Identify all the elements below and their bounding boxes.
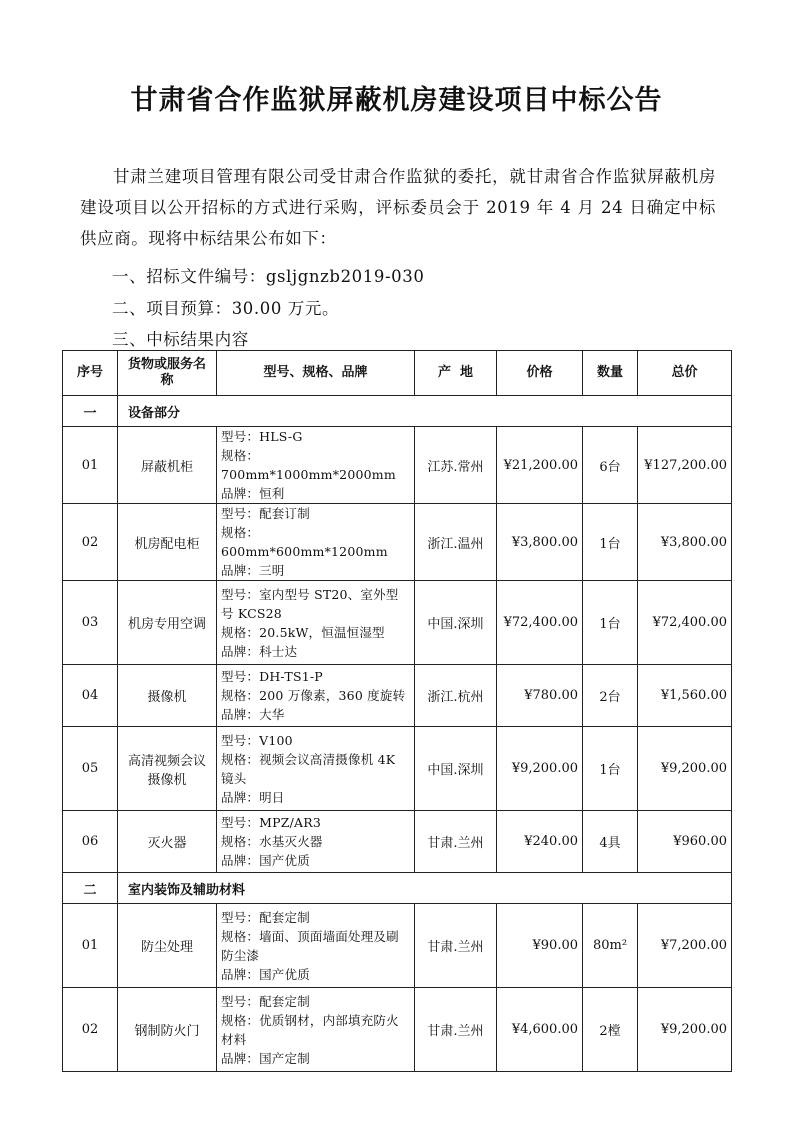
cell-price: ¥72,400.00 — [497, 581, 583, 665]
spec-line: 型号：配套订制 — [221, 506, 310, 521]
spec-line: 品牌：国产优质 — [221, 966, 310, 982]
spec-line: 品牌：明日 — [221, 789, 285, 805]
result-heading: 三、中标结果内容 — [112, 330, 249, 349]
spec-line: 规格：700mm*1000mm*2000mm — [221, 448, 396, 482]
tender-number-line: 一、招标文件编号：gsljgnzb2019-030 — [112, 267, 425, 286]
cell-total: ¥7,200.00 — [638, 904, 732, 988]
section-number: 一 — [63, 396, 118, 427]
cell-name: 机房专用空调 — [118, 581, 217, 665]
table-row — [63, 581, 732, 665]
cell-no: 01 — [63, 904, 118, 988]
cell-price: ¥240.00 — [497, 811, 583, 873]
section-title: 室内装饰及辅助材料 — [118, 873, 732, 904]
cell-total: ¥960.00 — [638, 811, 732, 873]
spec-line: 规格：墙面、顶面墙面处理及刷防尘漆 — [221, 928, 399, 963]
cell-spec — [217, 504, 415, 581]
spec-line: 型号：配套定制 — [221, 993, 310, 1009]
table-row — [63, 504, 732, 581]
cell-name: 机房配电柜 — [118, 504, 217, 581]
spec-line: 品牌：科士达 — [221, 643, 298, 659]
cell-total: ¥72,400.00 — [638, 581, 732, 665]
cell-origin: 浙江.温州 — [415, 504, 497, 581]
cell-name: 防尘处理 — [118, 904, 217, 988]
table-row — [63, 727, 732, 811]
header-origin: 产 地 — [415, 351, 497, 396]
table-row — [63, 988, 732, 1072]
cell-price: ¥9,200.00 — [497, 727, 583, 811]
table-row — [63, 665, 732, 727]
table-row — [63, 904, 732, 988]
spec-line: 品牌：国产定制 — [221, 1050, 310, 1066]
cell-origin: 甘肃.兰州 — [415, 811, 497, 873]
cell-origin: 江苏.常州 — [415, 427, 497, 504]
result-table — [62, 350, 732, 1072]
spec-line: 型号：HLS-G — [221, 429, 303, 444]
spec-line: 品牌：恒利 — [221, 486, 285, 501]
table-header-row — [63, 351, 732, 396]
cell-no: 03 — [63, 581, 118, 665]
cell-origin: 中国.深圳 — [415, 727, 497, 811]
cell-total: ¥127,200.00 — [638, 427, 732, 504]
section-row — [63, 396, 732, 427]
intro-paragraph: 甘肃兰建项目管理有限公司受甘肃合作监狱的委托，就甘肃省合作监狱屏蔽机房建设项目以公开招标的方式进行采购，评标委员会于 2019 年 4 月 24 日确定中标供应商。现将中标结果公布如下： — [80, 167, 716, 248]
cell-spec — [217, 811, 415, 873]
spec-line: 型号：室内型号 ST20、室外型号 KCS28 — [221, 586, 399, 621]
table-row — [63, 427, 732, 504]
spec-line: 型号：配套定制 — [221, 909, 310, 925]
cell-total: ¥9,200.00 — [638, 988, 732, 1072]
cell-name: 灭火器 — [118, 811, 217, 873]
cell-name: 屏蔽机柜 — [118, 427, 217, 504]
cell-name: 高清视频会议摄像机 — [118, 727, 217, 811]
cell-no: 05 — [63, 727, 118, 811]
cell-origin: 甘肃.兰州 — [415, 988, 497, 1072]
cell-qty: 4具 — [583, 811, 638, 873]
page-title: 甘肃省合作监狱屏蔽机房建设项目中标公告 — [130, 85, 663, 116]
spec-line: 型号：V100 — [221, 732, 293, 748]
spec-line: 规格：水基灭火器 — [221, 834, 323, 849]
cell-qty: 1台 — [583, 581, 638, 665]
cell-spec — [217, 665, 415, 727]
table-row — [63, 811, 732, 873]
cell-qty: 1台 — [583, 504, 638, 581]
cell-qty: 6台 — [583, 427, 638, 504]
cell-price: ¥3,800.00 — [497, 504, 583, 581]
cell-no: 02 — [63, 504, 118, 581]
cell-no: 06 — [63, 811, 118, 873]
cell-spec — [217, 427, 415, 504]
cell-no: 04 — [63, 665, 118, 727]
spec-line: 品牌：国产优质 — [221, 853, 310, 868]
cell-price: ¥780.00 — [497, 665, 583, 727]
spec-line: 规格：优质钢材，内部填充防火材料 — [221, 1012, 399, 1047]
cell-no: 02 — [63, 988, 118, 1072]
cell-qty: 2台 — [583, 665, 638, 727]
cell-total: ¥1,560.00 — [638, 665, 732, 727]
section-title: 设备部分 — [118, 396, 732, 427]
cell-price: ¥4,600.00 — [497, 988, 583, 1072]
cell-qty: 1台 — [583, 727, 638, 811]
spec-line: 品牌：大华 — [221, 707, 285, 722]
section-row — [63, 873, 732, 904]
section-number: 二 — [63, 873, 118, 904]
spec-line: 规格：视频会议高清摄像机 4K 镜头 — [221, 751, 396, 786]
spec-line: 规格：600mm*600mm*1200mm — [221, 525, 388, 559]
cell-spec — [217, 581, 415, 665]
spec-line: 品牌：三明 — [221, 563, 285, 578]
cell-origin: 浙江.杭州 — [415, 665, 497, 727]
cell-qty: 80m² — [583, 904, 638, 988]
header-price: 价格 — [497, 351, 583, 396]
budget-line: 二、项目预算：30.00 万元。 — [112, 299, 340, 318]
cell-origin: 甘肃.兰州 — [415, 904, 497, 988]
cell-price: ¥90.00 — [497, 904, 583, 988]
cell-price: ¥21,200.00 — [497, 427, 583, 504]
cell-qty: 2樘 — [583, 988, 638, 1072]
spec-line: 规格：20.5kW，恒温恒湿型 — [221, 624, 385, 640]
cell-name: 摄像机 — [118, 665, 217, 727]
header-no: 序号 — [63, 351, 118, 396]
cell-spec — [217, 904, 415, 988]
header-spec: 型号、规格、品牌 — [217, 351, 415, 396]
cell-spec — [217, 727, 415, 811]
cell-no: 01 — [63, 427, 118, 504]
spec-line: 规格：200 万像素，360 度旋转 — [221, 688, 406, 703]
cell-spec — [217, 988, 415, 1072]
spec-line: 型号：MPZ/AR3 — [221, 815, 321, 830]
cell-total: ¥9,200.00 — [638, 727, 732, 811]
header-qty: 数量 — [583, 351, 638, 396]
cell-total: ¥3,800.00 — [638, 504, 732, 581]
header-total: 总价 — [638, 351, 732, 396]
header-name: 货物或服务名称 — [118, 351, 217, 396]
spec-line: 型号：DH-TS1-P — [221, 669, 323, 684]
cell-name: 钢制防火门 — [118, 988, 217, 1072]
cell-origin: 中国.深圳 — [415, 581, 497, 665]
